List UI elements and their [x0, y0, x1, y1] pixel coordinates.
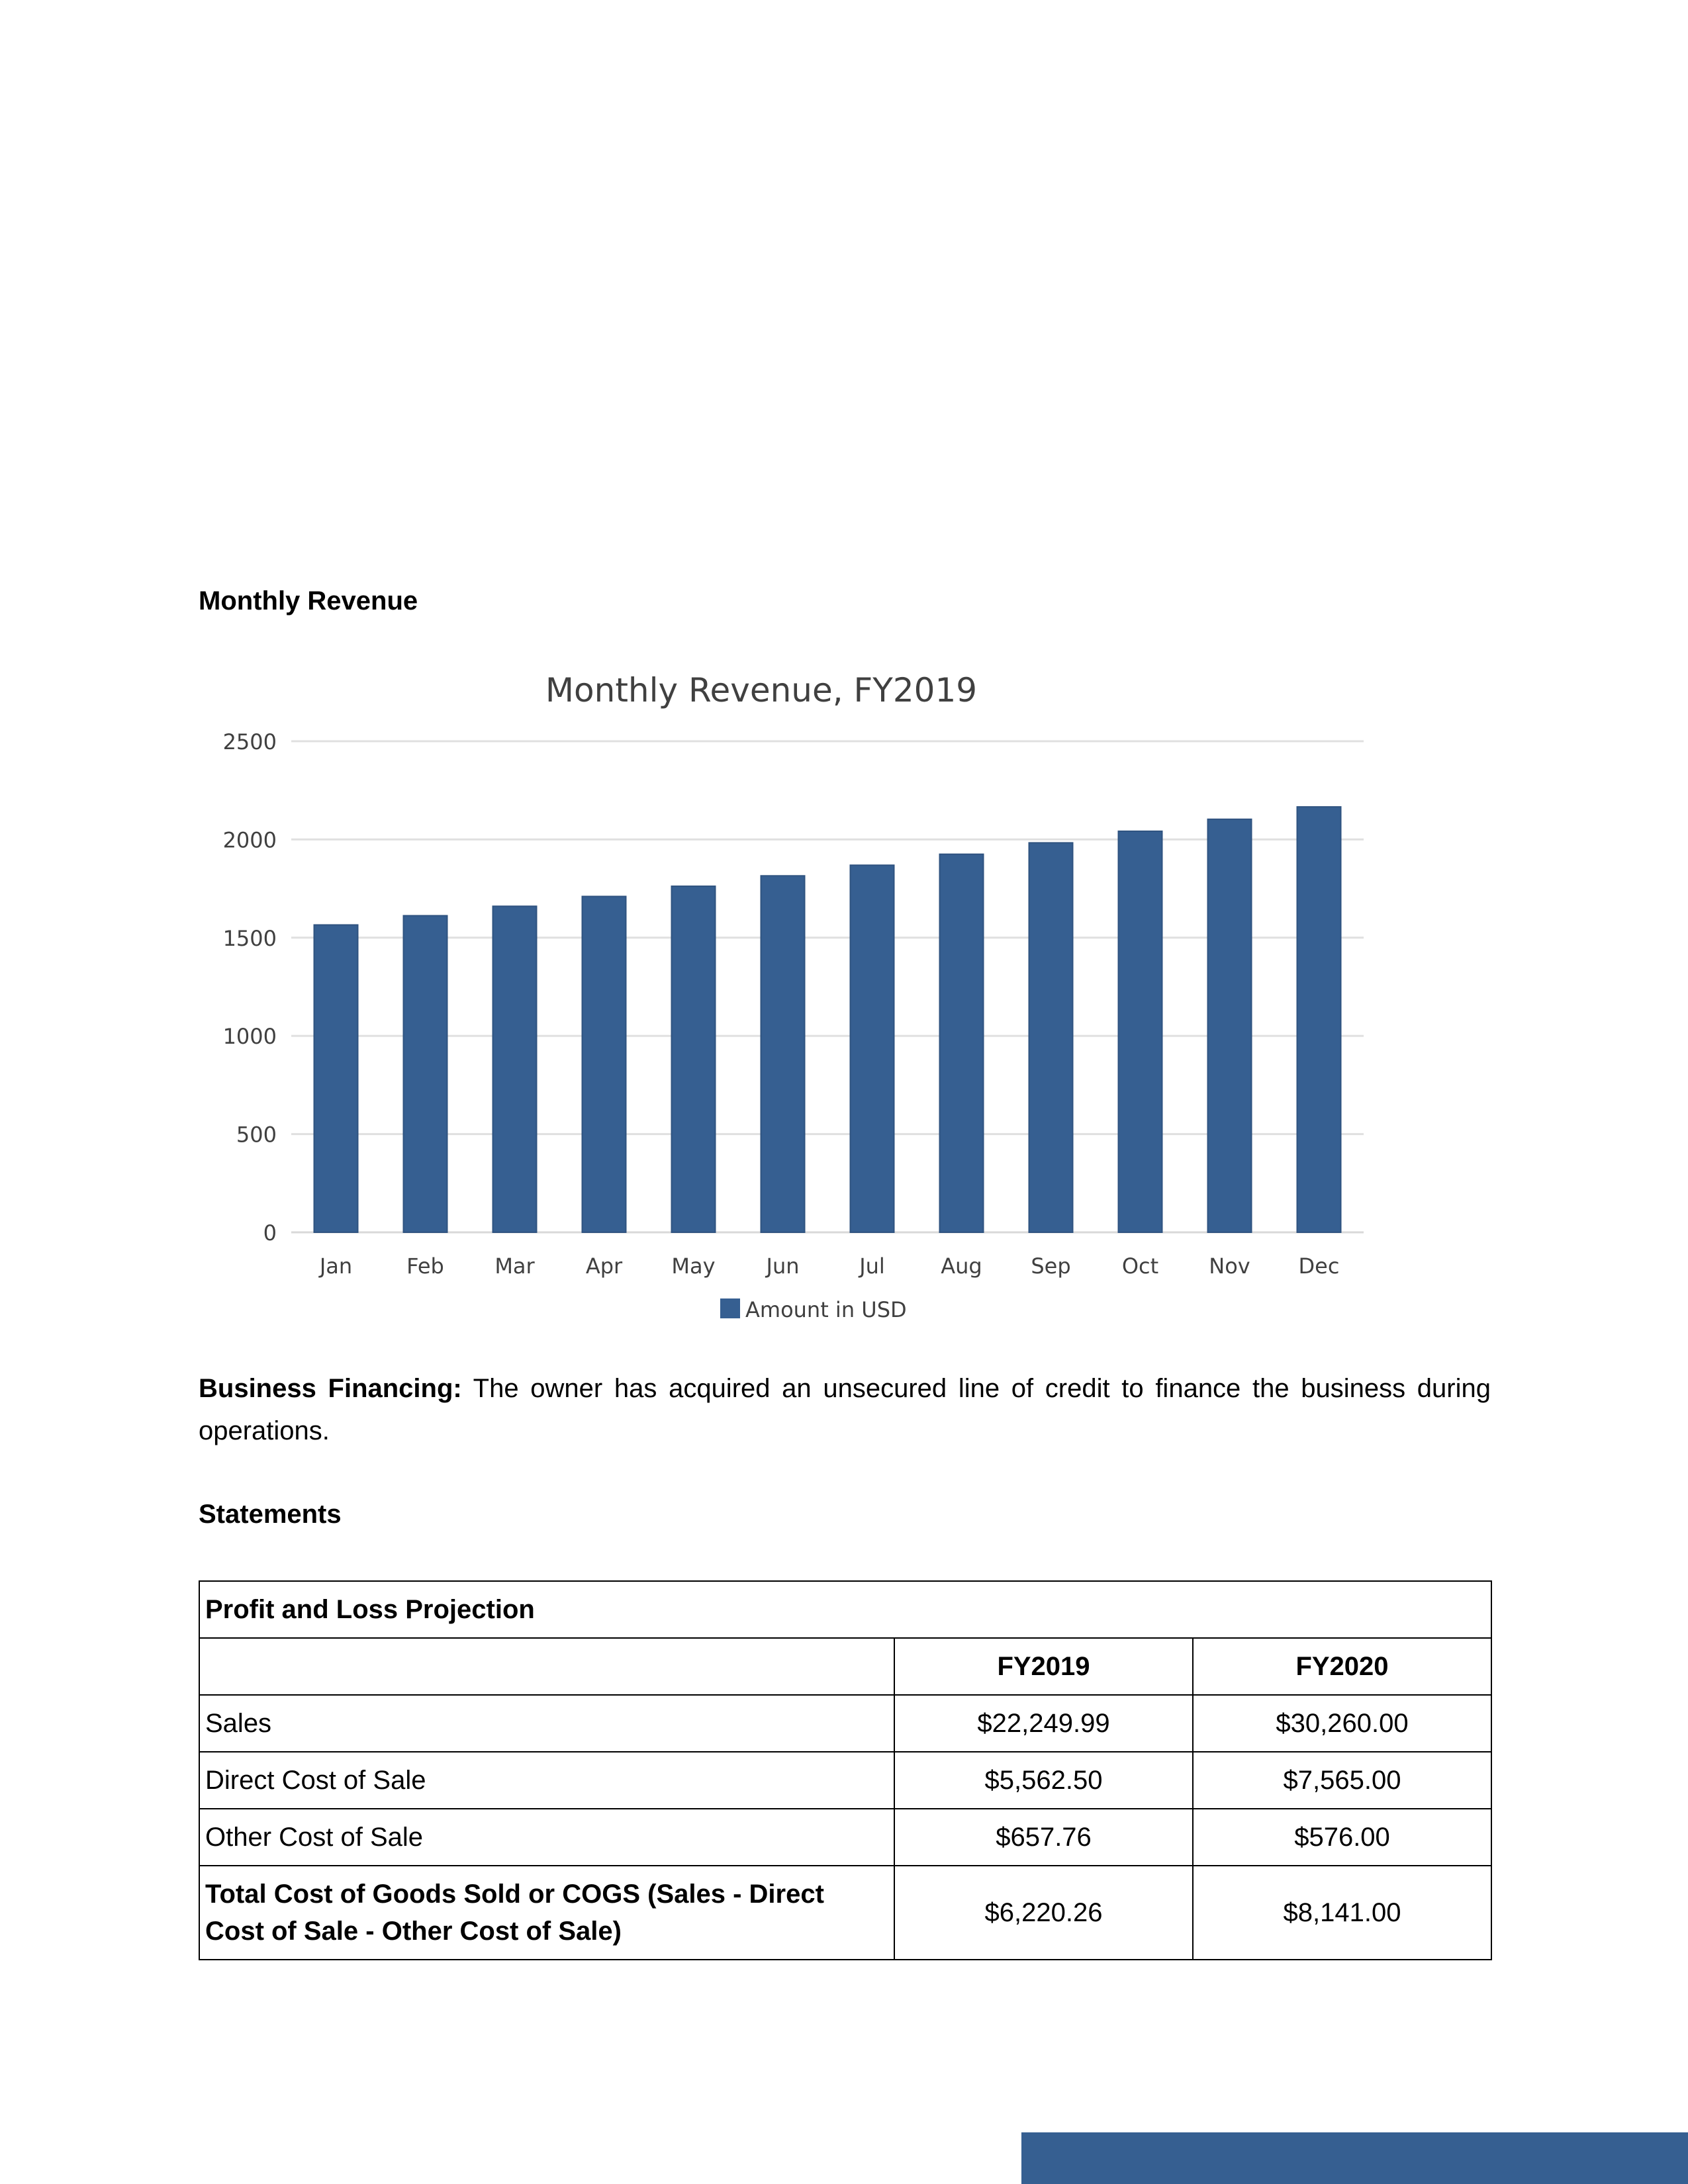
- x-tick-label: Sep: [1031, 1253, 1071, 1279]
- x-tick-label: Aug: [941, 1253, 982, 1279]
- row-value-fy2020: $7,565.00: [1193, 1752, 1491, 1809]
- x-tick-label: Jan: [319, 1253, 353, 1279]
- bar-jun: [761, 876, 805, 1232]
- y-tick-label: 500: [236, 1122, 277, 1148]
- row-label: Total Cost of Goods Sold or COGS (Sales - Direct Cost of Sale - Other Cost of Sale): [199, 1866, 894, 1960]
- row-value-fy2019: $657.76: [894, 1809, 1193, 1866]
- bar-may: [672, 886, 716, 1232]
- y-tick-label: 1500: [222, 925, 277, 951]
- financing-text: The owner has acquired an unsecured line of credit to finance the business during operations.: [199, 1374, 1491, 1445]
- table-row: [199, 1695, 1491, 1752]
- row-value-fy2020: $8,141.00: [1193, 1866, 1491, 1960]
- row-value-fy2019: $6,220.26: [894, 1866, 1193, 1960]
- bar-mar: [493, 906, 537, 1232]
- y-tick-label: 2000: [222, 827, 277, 853]
- profit-loss-table: [199, 1580, 1492, 1960]
- table-header-row: [199, 1638, 1491, 1695]
- bar-sep: [1029, 842, 1073, 1232]
- footer-accent-bar: [1021, 2132, 1688, 2184]
- financing-lead: Business Financing:: [199, 1374, 462, 1403]
- header-cell-fy2020: FY2020: [1193, 1638, 1491, 1695]
- row-label: Sales: [199, 1695, 894, 1752]
- bar-dec: [1297, 807, 1341, 1232]
- y-tick-label: 2500: [222, 729, 277, 754]
- table-row: [199, 1752, 1491, 1809]
- bar-oct: [1119, 831, 1162, 1232]
- bar-feb: [404, 916, 447, 1232]
- table-row-total: [199, 1866, 1491, 1960]
- row-value-fy2020: $30,260.00: [1193, 1695, 1491, 1752]
- y-tick-label: 0: [263, 1220, 277, 1246]
- x-tick-label: Apr: [585, 1253, 623, 1279]
- row-label: Other Cost of Sale: [199, 1809, 894, 1866]
- table-row: [199, 1809, 1491, 1866]
- monthly-revenue-chart: [199, 655, 1390, 1343]
- bar-apr: [583, 896, 626, 1232]
- bar-jan: [314, 925, 358, 1232]
- y-tick-label: 1000: [222, 1024, 277, 1050]
- x-tick-label: Mar: [494, 1253, 535, 1279]
- header-cell-fy2019: FY2019: [894, 1638, 1193, 1695]
- chart-title: Monthly Revenue, FY2019: [545, 671, 978, 709]
- x-tick-label: Nov: [1209, 1253, 1250, 1279]
- bar-aug: [940, 854, 984, 1232]
- x-tick-label: Jun: [766, 1253, 800, 1279]
- monthly-revenue-heading: Monthly Revenue: [199, 586, 418, 615]
- row-label: Direct Cost of Sale: [199, 1752, 894, 1809]
- x-tick-label: Dec: [1298, 1253, 1340, 1279]
- row-value-fy2019: $5,562.50: [894, 1752, 1193, 1809]
- bar-nov: [1208, 819, 1252, 1232]
- x-tick-label: Oct: [1121, 1253, 1159, 1279]
- business-financing-paragraph: [199, 1367, 1491, 1452]
- row-value-fy2019: $22,249.99: [894, 1695, 1193, 1752]
- row-value-fy2020: $576.00: [1193, 1809, 1491, 1866]
- table-title-row: [199, 1581, 1491, 1638]
- table-title: Profit and Loss Projection: [199, 1581, 1491, 1638]
- header-cell-empty: [199, 1638, 894, 1695]
- legend-swatch: [720, 1298, 740, 1318]
- x-tick-label: Feb: [406, 1253, 444, 1279]
- statements-heading: Statements: [199, 1500, 342, 1529]
- legend-label: Amount in USD: [745, 1297, 907, 1322]
- bar-jul: [851, 865, 894, 1232]
- x-tick-label: May: [671, 1253, 716, 1279]
- chart-svg: [199, 655, 1390, 1343]
- x-tick-label: Jul: [859, 1253, 885, 1279]
